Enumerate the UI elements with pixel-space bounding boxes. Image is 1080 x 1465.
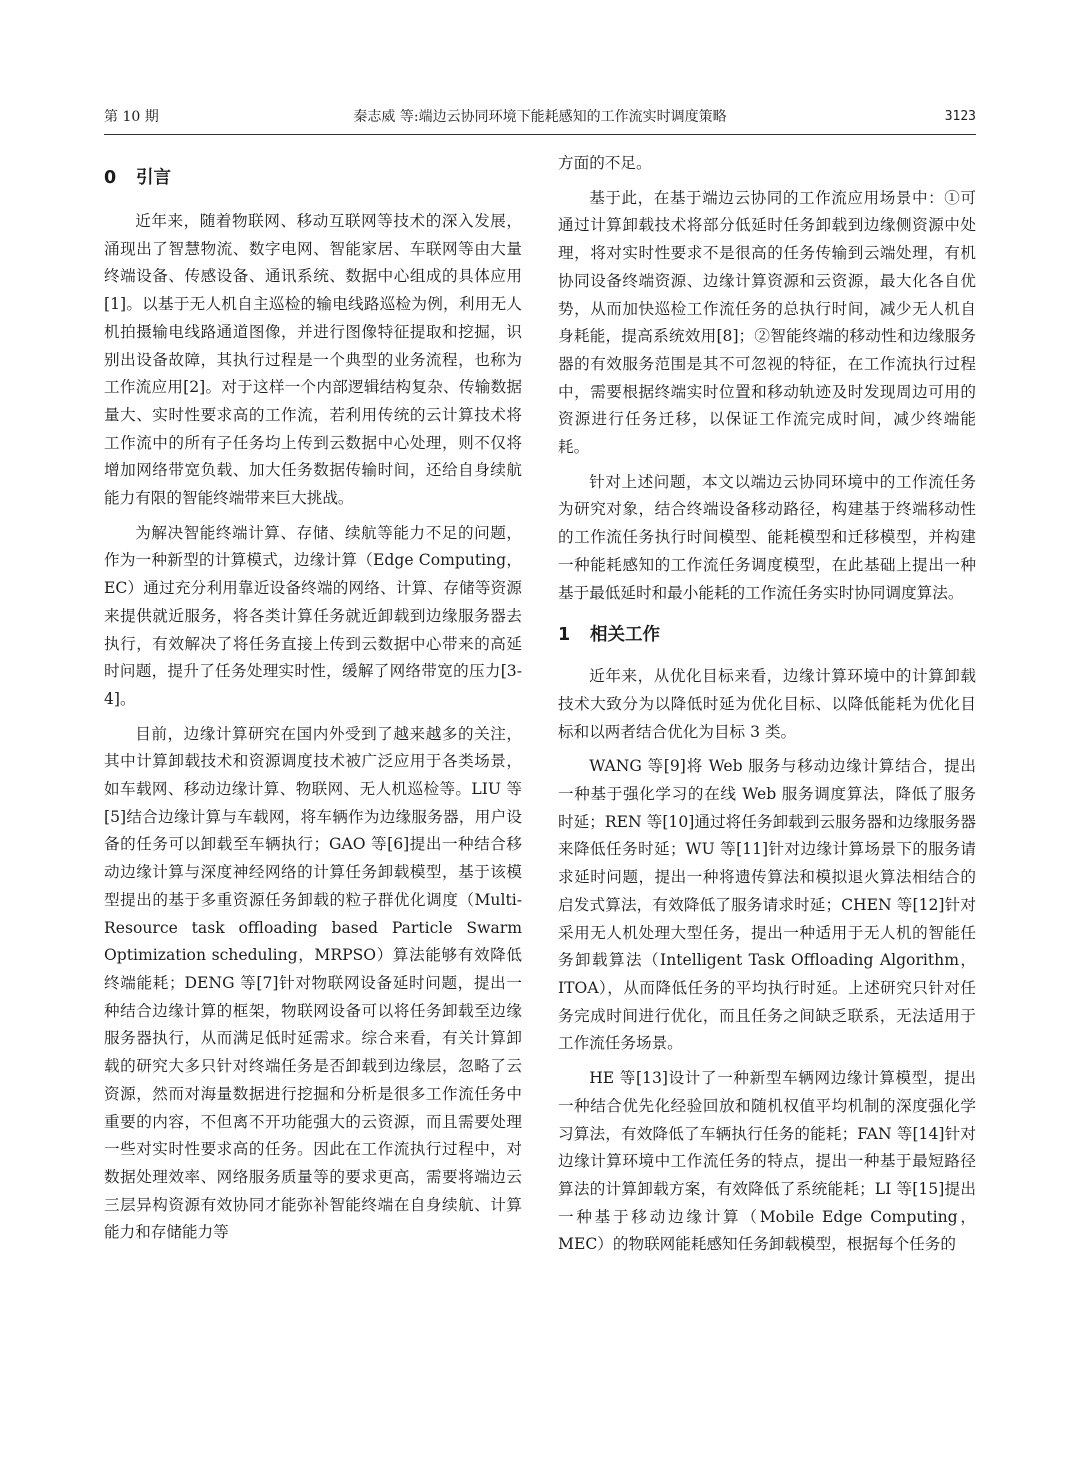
- paragraph: HE 等[13]设计了一种新型车辆网边缘计算模型，提出一种结合优先化经验回放和随机权值平均机制的深度强化学习算法，有效降低了车辆执行任务的能耗；FAN 等[14]针对边缘计算环境中工作流任务的特点，提出一种基于最短路径算法的计算卸载方案，有效降低了系统能耗；LI 等[15]提出一种基于移动边缘计算（Mobile Edge Computing，MEC）的物联网能耗感知任务卸载模型，根据每个任务的: [558, 1069, 976, 1254]
- issue-number: 第 10 期: [104, 109, 159, 125]
- page-number: 3123: [944, 109, 976, 124]
- paragraph: 针对上述问题，本文以端边云协同环境中的工作流任务为研究对象，结合终端设备移动路径，构建基于终端移动性的工作流任务执行时间模型、能耗模型和迁移模型，并构建一种能耗感知的工作流任务调度模型，在此基础上提出一种基于最低延时和最小能耗的工作流任务实时协同调度算法。: [558, 472, 976, 602]
- section-number: 1: [558, 625, 571, 646]
- left-column: [104, 150, 522, 1247]
- section-title: 引言: [136, 168, 171, 188]
- paragraph: 为解决智能终端计算、存储、续航等能力不足的问题，作为一种新型的计算模式，边缘计算（Edge Computing，EC）通过充分利用靠近设备终端的网络、计算、存储等资源来提供就近服务，将各类计算任务就近卸载到边缘服务器去执行，有效解决了将任务直接上传到云数据中心带来的高延时问题，提升了任务处理实时性，缓解了网络带宽的压力[3-4]。: [104, 523, 522, 708]
- paragraph: 近年来，随着物联网、移动互联网等技术的深入发展，涌现出了智慧物流、数字电网、智能家居、车联网等由大量终端设备、传感设备、通讯系统、数据中心组成的具体应用[1]。以基于无人机自主巡检的输电线路巡检为例，利用无人机拍摄输电线路通道图像，并进行图像特征提取和挖掘，识别出设备故障，其执行过程是一个典型的业务流程，也称为工作流应用[2]。对于这样一个内部逻辑结构复杂、传输数据量大、实时性要求高的工作流，若利用传统的云计算技术将工作流中的所有子任务均上传到云数据中心处理，则不仅将增加网络带宽负载、加大任务数据传输时间，还给自身续航能力有限的智能终端带来巨大挑战。: [104, 212, 522, 508]
- section-number: 0: [104, 168, 117, 188]
- paragraph: WANG 等[9]将 Web 服务与移动边缘计算结合，提出一种基于强化学习的在线 Web 服务调度算法，降低了服务时延；REN 等[10]通过将任务卸载到云服务器和边缘服务器来降低任务时延；WU 等[11]针对边缘计算场景下的服务请求延时问题，提出一种将遗传算法和模拟退火算法相结合的启发式算法，有效降低了服务请求时延；CHEN 等[12]针对采用无人机处理大型任务，提出一种适用于无人机的智能任务卸载算法（Intelligent Task Offloading Algorithm，ITOA），从而降低任务的平均执行时延。上述研究只针对任务完成时间进行优化，而且任务之间缺乏联系，无法适用于工作流任务场景。: [558, 757, 976, 1053]
- paragraph: 基于此，在基于端边云协同的工作流应用场景中：①可通过计算卸载技术将部分低延时任务卸载到边缘侧资源中处理，将对实时性要求不是很高的任务传输到云端处理，有机协同设备终端资源、边缘计算资源和云资源，最大化各自优势，从而加快巡检工作流任务的总执行时间，减少无人机自身耗能，提高系统效用[8]；②智能终端的移动性和边缘服务器的有效服务范围是其不可忽视的特征，在工作流执行过程中，需要根据终端实时位置和移动轨迹及时发现周边可用的资源进行任务迁移，以保证工作流完成时间，减少终端能耗。: [558, 188, 976, 457]
- running-title: 秦志威 等:端边云协同环境下能耗感知的工作流实时调度策略: [353, 109, 727, 125]
- paragraph-continued: 方面的不足。: [558, 154, 652, 172]
- paragraph: 目前，边缘计算研究在国内外受到了越来越多的关注，其中计算卸载技术和资源调度技术被广泛应用于各类场景，如车载网、移动边缘计算、物联网、无人机巡检等。LIU 等[5]结合边缘计算与车载网，将车辆作为边缘服务器，用户设备的任务可以卸载至车辆执行；GAO 等[6]提出一种结合移动边缘计算与深度神经网络的计算任务卸载模型，基于该模型提出的基于多重资源任务卸载的粒子群优化调度（Multi-Resource task offloading based Particle Swarm Optimization scheduling，MRPSO）算法能够有效降低终端能耗；DENG 等[7]针对物联网设备延时问题，提出一种结合边缘计算的框架，物联网设备可以将任务卸载至边缘服务器执行，从而满足低时延需求。综合来看，有关计算卸载的研究大多只针对终端任务是否卸载到边缘层，忽略了云资源，然而对海量数据进行挖掘和分析是很多工作流任务中重要的内容，不但离不开功能强大的云资源，而且需要处理一些对实时性要求高的任务。因此在工作流执行过程中，对数据处理效率、网络服务质量等的要求更高，需要将端边云三层异构资源有效协同才能弥补智能终端在自身续航、计算能力和存储能力等: [104, 724, 522, 1242]
- right-column: [558, 150, 976, 1259]
- paragraph: 近年来，从优化目标来看，边缘计算环境中的计算卸载技术大致分为以降低时延为优化目标、以降低能耗为优化目标和以两者结合优化为目标 3 类。: [558, 667, 976, 741]
- running-header: [104, 104, 976, 135]
- section-heading-intro: [104, 164, 522, 192]
- section-heading-related-work: [558, 621, 976, 649]
- section-title: 相关工作: [590, 625, 660, 646]
